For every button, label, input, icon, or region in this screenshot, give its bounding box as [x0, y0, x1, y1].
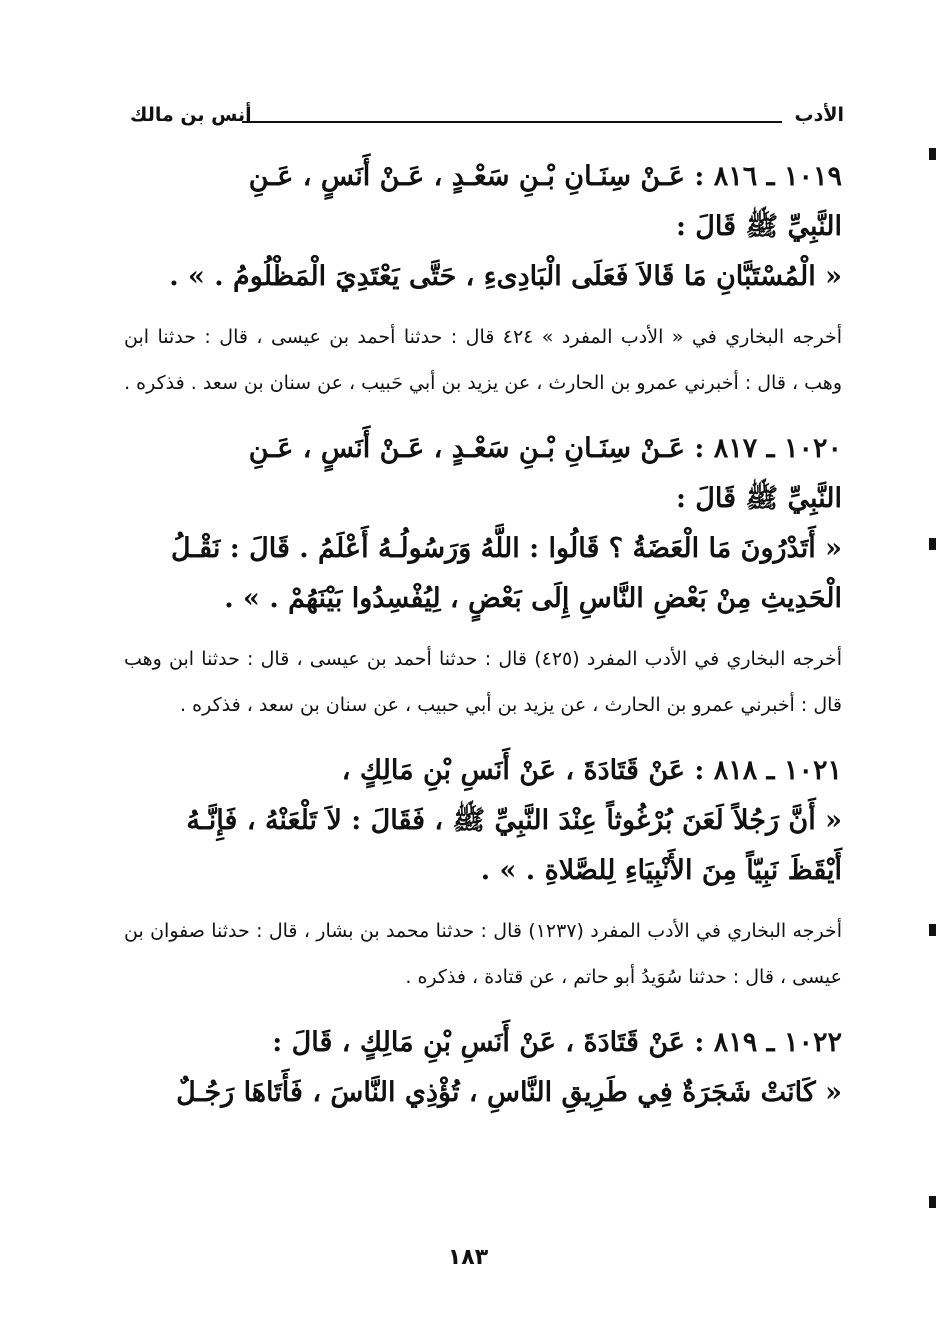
hadith-line: « أَنَّ رَجُلاً لَعَنَ بُرْغُوثاً عِنْدَ النَّبِيِّ ﷺ ، فَقَالَ : لاَ تَلْعَنْهُ ، فَإِنَّـهُ: [186, 805, 842, 836]
hadith-line: ١٠١٩ ـ ٨١٦ : عَـنْ سِنَـانِ بْـنِ سَعْـدٍ ، عَـنْ أَنَسٍ ، عَـنِ: [248, 161, 842, 192]
hadith-text: [124, 1018, 842, 1118]
header-rule: [242, 121, 782, 123]
running-header: [130, 104, 844, 138]
hadith-entry-1022: [124, 1018, 842, 1118]
hadith-line: أَيْقَظَ نَبِيّاً مِنَ الأَنْبِيَاءِ لِلصَّلاةِ . » .: [480, 855, 842, 886]
hadith-text: [124, 424, 842, 624]
source-note: أخرجه البخاري في الأدب المفرد (٤٢٥) قال : حدثنا أحمد بن عيسى ، قال : حدثنا ابن وهب قال : أخبرني عمرو بن الحارث ، عن يزيد بن أبي حبيب ، عن سنان بن سعد ، فذكره .: [124, 648, 842, 716]
hadith-line: ١٠٢١ ـ ٨١٨ : عَنْ قَتَادَةَ ، عَنْ أَنَسِ بْنِ مَالِكٍ ،: [341, 755, 842, 786]
scan-edge-mark: [929, 538, 936, 550]
section-title: الأدب: [794, 104, 844, 126]
hadith-line: النَّبِيِّ ﷺ قَالَ :: [675, 211, 842, 242]
hadith-line: الْحَدِيثِ مِنْ بَعْضِ النَّاسِ إِلَى بَعْضٍ ، لِيُفْسِدُوا بَيْنَهُمْ . » .: [224, 583, 842, 614]
hadith-line: « الْمُسْتَبَّانِ مَا قَالاَ فَعَلَى الْبَادِىءِ ، حَتَّى يَعْتَدِيَ الْمَظْلُومُ . » .: [169, 261, 842, 292]
hadith-line: « كَانَتْ شَجَرَةٌ فِي طَرِيقِ النَّاسِ ، تُؤْذِي النَّاسَ ، فَأَتَاهَا رَجُـلٌ: [176, 1077, 842, 1108]
scan-edge-mark: [929, 1196, 936, 1208]
hadith-text: [124, 152, 842, 302]
narrator-name: أنس بن مالك: [130, 104, 252, 126]
hadith-line: ١٠٢٢ ـ ٨١٩ : عَنْ قَتَادَةَ ، عَنْ أَنَسِ بْنِ مَالِكٍ ، قَالَ :: [272, 1027, 842, 1058]
source-note: أخرجه البخاري في « الأدب المفرد » ٤٢٤ قال : حدثنا أحمد بن عيسى ، قال : حدثنا ابن وهب ، قال : أخبرني عمرو بن الحارث ، عن يزيد بن أبي حَبيب ، عن سنان بن سعد . فذكره .: [124, 326, 842, 394]
source-note: أخرجه البخاري في الأدب المفرد (١٢٣٧) قال : حدثنا محمد بن بشار ، قال : حدثنا صفوان بن عيسى ، قال : حدثنا سُوَيدُ أبو حاتم ، عن قتادة ، فذكره .: [124, 920, 842, 988]
hadith-text: [124, 746, 842, 896]
hadith-entry-1020: [124, 424, 842, 728]
hadith-line: ١٠٢٠ ـ ٨١٧ : عَـنْ سِنَـانِ بْـنِ سَعْـدٍ ، عَـنْ أَنَسٍ ، عَـنِ: [248, 433, 842, 464]
hadith-entry-1019: [124, 152, 842, 406]
page-content: [124, 152, 842, 1124]
hadith-line: « أَتَدْرُونَ مَا الْعَضَةُ ؟ قَالُوا : اللَّهُ وَرَسُولُـهُ أَعْلَمُ . قَالَ : نَقْـلُ: [170, 533, 842, 564]
hadith-entry-1021: [124, 746, 842, 1000]
page-number: ١٨٣: [447, 1245, 489, 1270]
scan-edge-mark: [929, 148, 936, 160]
scan-edge-mark: [929, 924, 936, 936]
hadith-line: النَّبِيِّ ﷺ قَالَ :: [675, 483, 842, 514]
